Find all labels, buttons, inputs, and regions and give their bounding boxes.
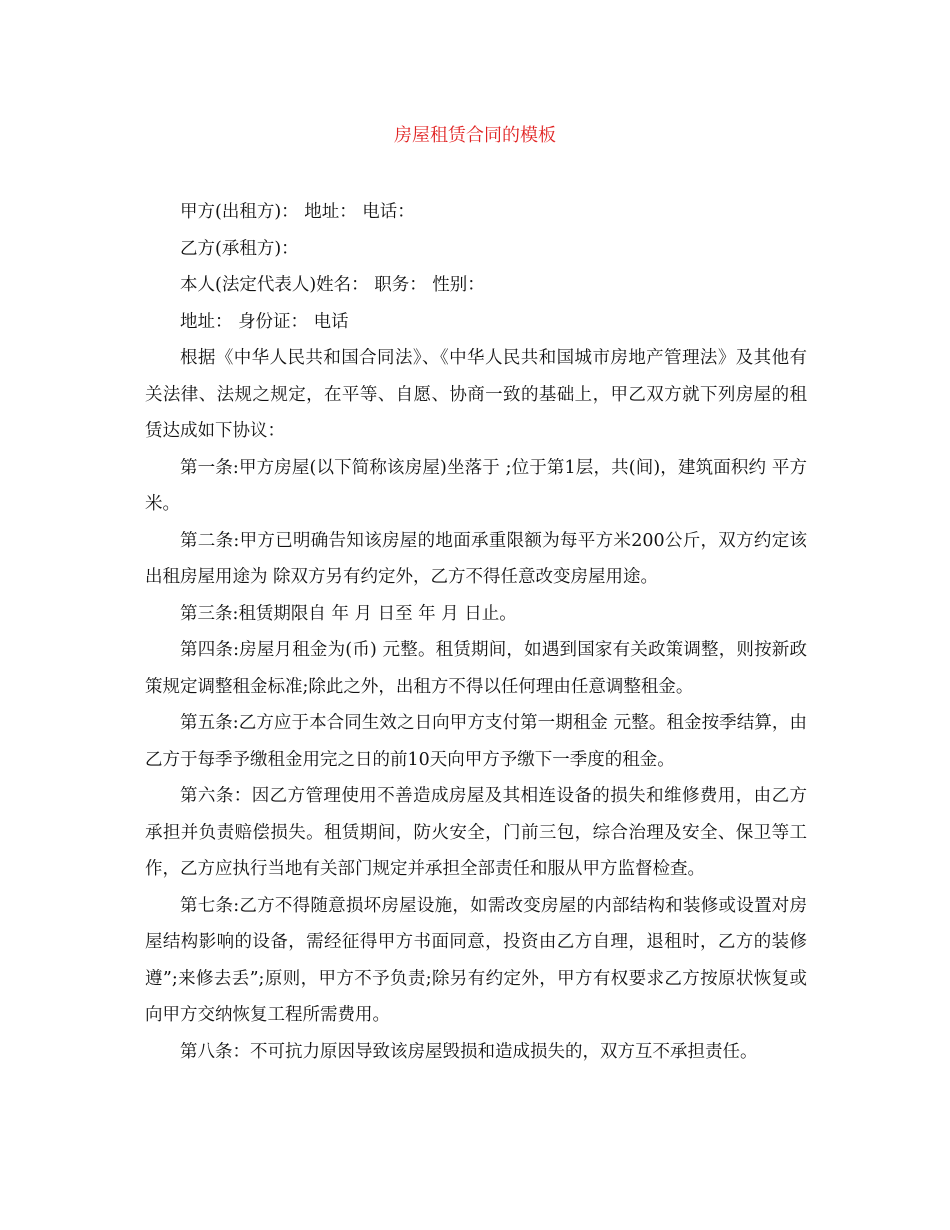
address-id-line: 地址： 身份证： 电话 xyxy=(180,311,349,332)
document-title: 房屋租赁合同的模板 xyxy=(394,125,556,146)
document-body xyxy=(145,194,807,1070)
article-8: 第八条：不可抗力原因导致该房屋毁损和造成损失的，双方互不承担责任。 xyxy=(180,1041,758,1062)
article-1: 第一条:甲方房屋(以下简称该房屋)坐落于 ;位于第1层，共(间)，建筑面积约 平方米。 xyxy=(145,457,807,514)
article-6: 第六条：因乙方管理使用不善造成房屋及其相连设备的损失和维修费用，由乙方承担并负责赔偿损失。租赁期间，防火安全，门前三包，综合治理及安全、保卫等工作，乙方应执行当地有关部门规定并承担全部责任和服从甲方监督检查。 xyxy=(145,786,807,879)
article-3: 第三条:租赁期限自 年 月 日至 年 月 日止。 xyxy=(180,603,517,624)
party-a-line: 甲方(出租方)： 地址： 电话： xyxy=(180,202,415,222)
article-4: 第四条:房屋月租金为(币) 元整。租赁期间，如遇到国家有关政策调整，则按新政策规定调整租金标准;除此之外，出租方不得以任何理由任意调整租金。 xyxy=(145,640,807,697)
party-b-line: 乙方(承租方)： xyxy=(180,238,299,259)
article-5: 第五条:乙方应于本合同生效之日向甲方支付第一期租金 元整。租金按季结算，由乙方于每季予缴租金用完之日的前10天向甲方予缴下一季度的租金。 xyxy=(145,713,807,770)
article-2: 第二条:甲方已明确告知该房屋的地面承重限额为每平方米200公斤，双方约定该出租房屋用途为 除双方另有约定外，乙方不得任意改变房屋用途。 xyxy=(145,530,807,587)
article-7: 第七条:乙方不得随意损坏房屋设施，如需改变房屋的内部结构和装修或设置对房屋结构影响的设备，需经征得甲方书面同意，投资由乙方自理，退租时，乙方的装修遵”;来修去丢”;原则，甲方不予负责;除另有约定外，甲方有权要求乙方按原状恢复或向甲方交纳恢复工程所需费用。 xyxy=(145,895,807,1025)
preamble-paragraph: 根据《中华人民共和国合同法》、《中华人民共和国城市房地产管理法》及其他有关法律、法规之规定，在平等、自愿、协商一致的基础上，甲乙双方就下列房屋的租赁达成如下协议： xyxy=(145,348,807,441)
representative-line: 本人(法定代表人)姓名： 职务： 性别： xyxy=(180,275,485,295)
